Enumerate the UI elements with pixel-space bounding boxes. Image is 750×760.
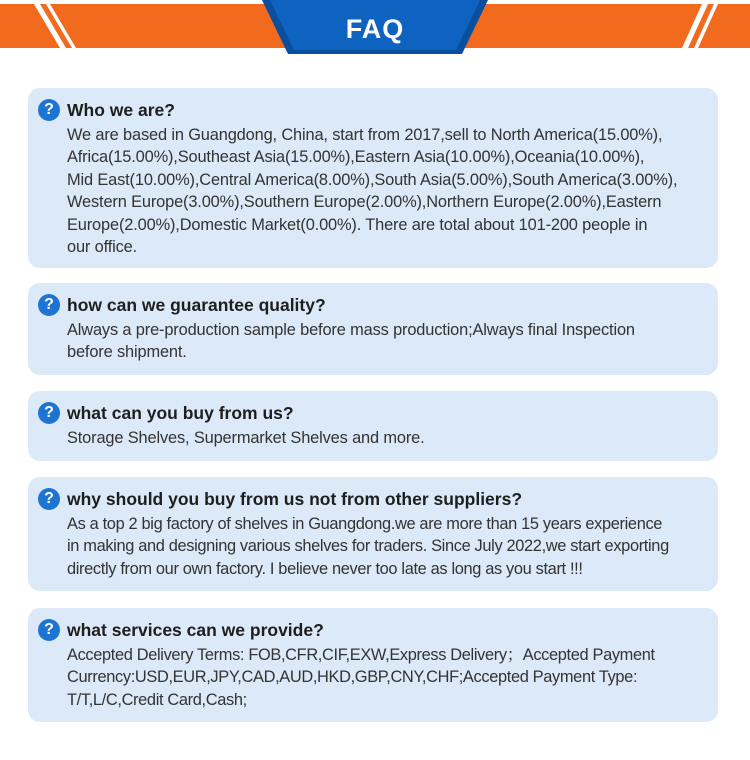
answer-line: As a top 2 big factory of shelves in Guangdong.we are more than 15 years experience — [67, 515, 663, 533]
faq-item-why-us — [28, 477, 718, 591]
faq-item-products — [28, 391, 718, 461]
faq-item-quality — [28, 283, 718, 375]
answer-line: Europe(2.00%),Domestic Market(0.00%). There are total about 101-200 people in — [67, 215, 648, 234]
answer-line: before shipment. — [67, 343, 187, 362]
question-circle-icon: ? — [38, 619, 60, 641]
faq-answer — [67, 124, 706, 258]
faq-question: Who we are? — [67, 99, 175, 120]
answer-line: Mid East(10.00%),Central America(8.00%),South Asia(5.00%),South America(3.00%), — [67, 170, 678, 189]
answer-line: Western Europe(3.00%),Southern Europe(2.00%),Northern Europe(2.00%),Eastern — [67, 193, 662, 212]
answer-line: Always a pre-production sample before mass production;Always final Inspection — [67, 321, 635, 339]
faq-title: FAQ — [345, 14, 405, 44]
answer-line: directly from our own factory. I believe never too late as long as you start !!! — [67, 559, 583, 578]
answer-line: Currency:USD,EUR,JPY,CAD,AUD,HKD,GBP,CNY,CHF;Accepted Payment Type: — [67, 668, 638, 687]
faq-answer — [67, 644, 706, 711]
faq-item-who-we-are — [28, 88, 718, 268]
faq-question: how can we guarantee quality? — [67, 294, 326, 315]
faq-question: why should you buy from us not from other suppliers? — [67, 488, 523, 509]
answer-line: T/T,L/C,Credit Card,Cash; — [67, 690, 247, 709]
answer-line: Africa(15.00%),Southeast Asia(15.00%),Eastern Asia(10.00%),Oceania(10.00%), — [67, 148, 645, 167]
answer-line: Accepted Delivery Terms: FOB,CFR,CIF,EXW,Express Delivery；Accepted Payment — [67, 646, 655, 664]
answer-line: in making and designing various shelves for traders. Since July 2022,we start exporting — [67, 537, 669, 556]
faq-question: what services can we provide? — [67, 619, 324, 640]
faq-question: what can you buy from us? — [67, 402, 294, 423]
question-circle-icon: ? — [38, 99, 60, 121]
answer-line: Storage Shelves, Supermarket Shelves and more. — [67, 429, 425, 447]
answer-line: We are based in Guangdong, China, start from 2017,sell to North America(15.00%), — [67, 126, 663, 144]
faq-header-banner — [0, 0, 750, 56]
answer-line: our office. — [67, 238, 138, 257]
faq-answer — [67, 427, 706, 449]
question-circle-icon: ? — [38, 488, 60, 510]
question-circle-icon: ? — [38, 294, 60, 316]
faq-item-services — [28, 608, 718, 722]
question-circle-icon: ? — [38, 402, 60, 424]
faq-answer — [67, 513, 706, 580]
faq-answer — [67, 319, 706, 364]
